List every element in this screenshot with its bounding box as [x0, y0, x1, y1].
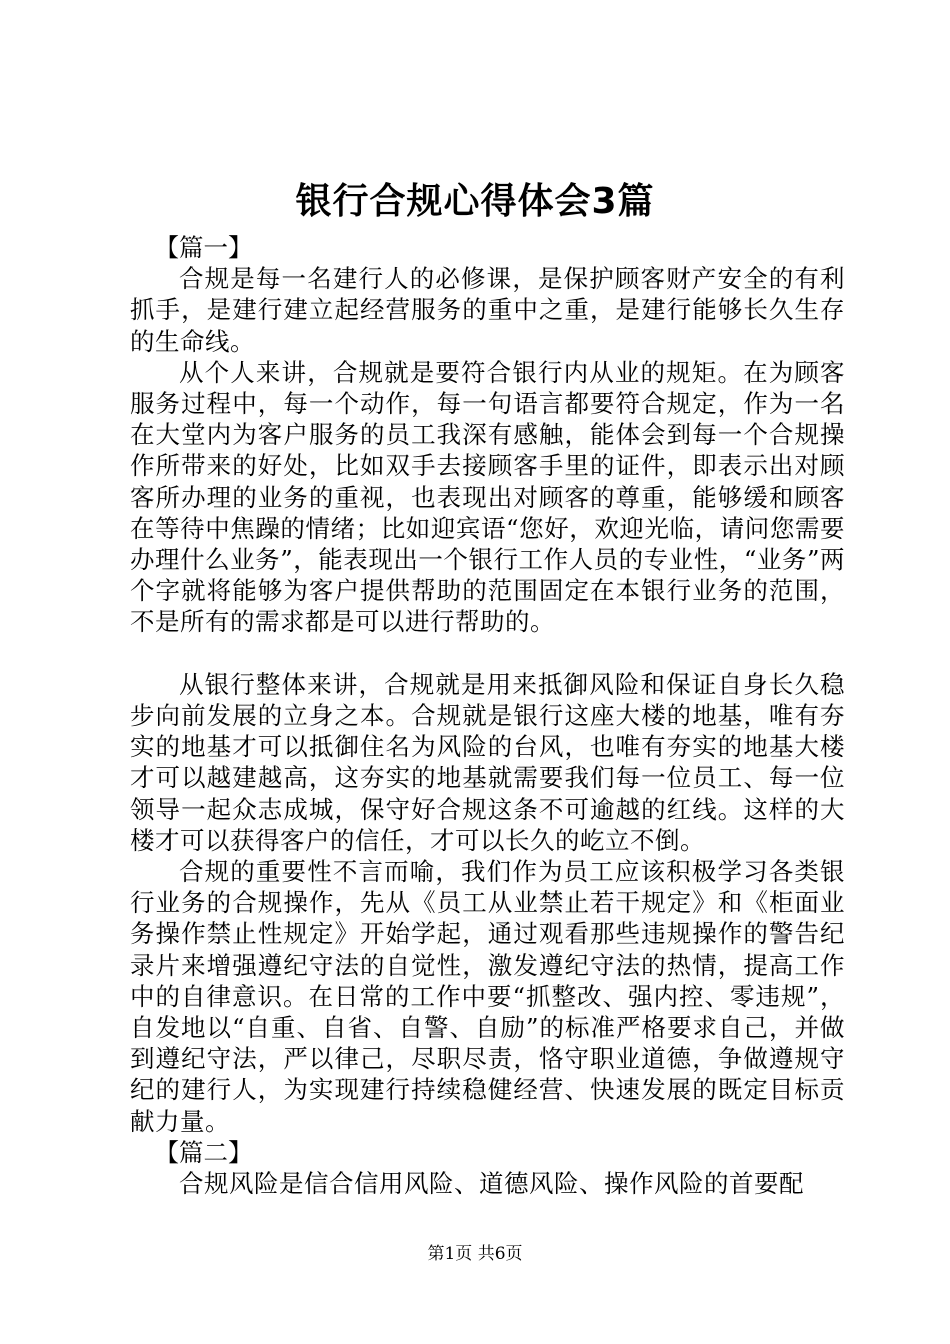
paragraph-spacer: [130, 638, 845, 669]
section-heading-2: 【篇二】: [154, 1137, 253, 1167]
paragraph: 从个人来讲，合规就是要符合银行内从业的规矩。在为顾客服务过程中，每一个动作，每一句语言都要符合规定，作为一名在大堂内为客户服务的员工我深有感触，能体会到每一个合规操作所带来的好处，比如双手去接顾客手里的证件，即表示出对顾客所办理的业务的重视，也表现出对顾客的尊重，能够缓和顾客在等待中焦躁的情绪；比如迎宾语“您好，欢迎光临，请问您需要办理什么业务”，能表现出一个银行工作人员的专业性，“业务”两个字就将能够为客户提供帮助的范围固定在本银行业务的范围，不是所有的需求都是可以进行帮助的。: [130, 357, 845, 637]
paragraph: 合规的重要性不言而喻，我们作为员工应该积极学习各类银行业务的合规操作，先从《员工从业禁止若干规定》和《柜面业务操作禁止性规定》开始学起，通过观看那些违规操作的警告纪录片来增强遵纪守法的自觉性，激发遵纪守法的热情，提高工作中的自律意识。在日常的工作中要“抓整改、强内控、零违规”，自发地以“自重、自省、自警、自励”的标准严格要求自己，并做到遵纪守法，严以律己，尽职尽责，恪守职业道德，争做遵规守纪的建行人，为实现建行持续稳健经营、快速发展的既定目标贡献力量。: [130, 857, 845, 1136]
document-title: 银行合规心得体会3篇: [295, 181, 655, 222]
document-body: [130, 232, 845, 1199]
paragraph: 从银行整体来讲，合规就是用来抵御风险和保证自身长久稳步向前发展的立身之本。合规就是银行这座大楼的地基，唯有夯实的地基才可以抵御住名为风险的台风，也唯有夯实的地基大楼才可以越建越高，这夯实的地基就需要我们每一位员工、每一位领导一起众志成城，保守好合规这条不可逾越的红线。这样的大楼才可以获得客户的信任，才可以长久的屹立不倒。: [130, 669, 845, 855]
section-heading-1: 【篇一】: [154, 233, 253, 262]
paragraph: 合规是每一名建行人的必修课，是保护顾客财产安全的有利抓手，是建行建立起经营服务的重中之重，是建行能够长久生存的生命线。: [130, 264, 845, 356]
page-number-footer: 第1页 共6页: [427, 1244, 523, 1264]
paragraph: 合规风险是信合信用风险、道德风险、操作风险的首要配: [179, 1169, 804, 1199]
